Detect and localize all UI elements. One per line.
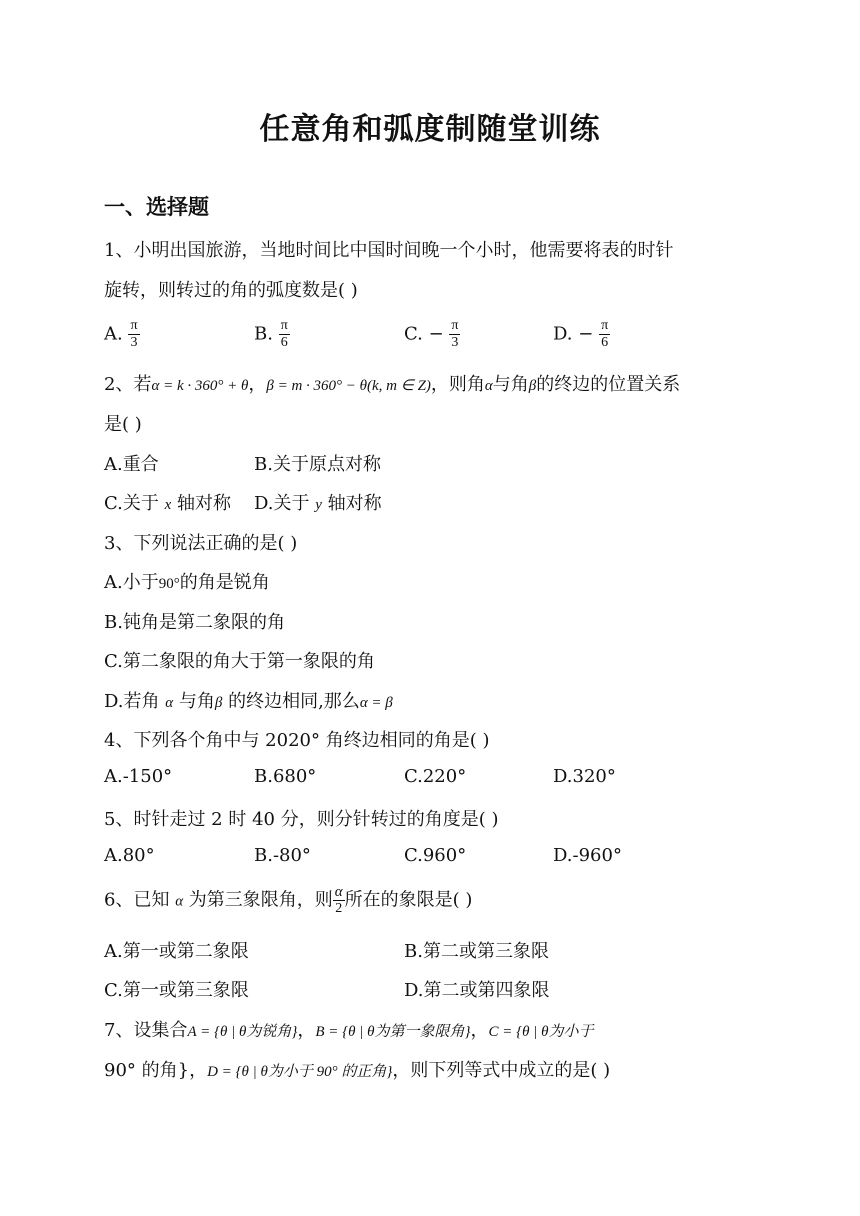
q6-option-a: A.第一或第二象限 — [104, 941, 249, 962]
q1-option-a: A. $\frac{\pi}{3}$ — [104, 318, 138, 350]
q7-stem-line1: 7、设集合A = {θ | θ为锐角}，B = {θ | θ为第一象限角}，C = {θ | θ为小于 — [104, 1020, 594, 1041]
q1-option-b-fraction: $\frac{\pi}{6}$ — [280, 318, 288, 350]
q7-set-d: D = {θ | θ为小于 90° 的正角} — [207, 1064, 393, 1080]
q5-stem: 5、时针走过 2 时 40 分，则分针转过的角度是( ) — [104, 809, 499, 830]
q1-option-b: B. $\frac{\pi}{6}$ — [254, 318, 288, 350]
q1-option-c: C. − $\frac{\pi}{3}$ — [404, 318, 459, 350]
q4-option-c: C.220° — [404, 766, 467, 787]
q7-set-c: C = {θ | θ为小于 — [488, 1024, 594, 1040]
q7-set-a: A = {θ | θ为锐角} — [187, 1024, 298, 1040]
q6-option-d: D.第二或第四象限 — [404, 980, 550, 1001]
q3-option-b: B.钝角是第二象限的角 — [104, 612, 285, 633]
q2-stem-line1: 2、若α = k · 360° + θ，β = m · 360° − θ(k, m ∈ Z)，则角α与角β的终边的位置关系 — [104, 374, 681, 395]
q1-option-a-fraction: $\frac{\pi}{3}$ — [130, 318, 138, 350]
q2-option-a: A.重合 — [104, 454, 159, 475]
q6-stem: 6、已知 α 为第三象限角，则 $\frac{\alpha}{2}$ 所在的象限是( ) — [104, 884, 473, 916]
q6-alpha-half-fraction: $\frac{\alpha}{2}$ — [334, 884, 343, 916]
q2-alpha-expression: α = k · 360° + θ — [151, 378, 249, 394]
q6-option-b: B.第二或第三象限 — [404, 941, 549, 962]
q7-stem-line2: 90° 的角}，D = {θ | θ为小于 90° 的正角}，则下列等式中成立的是( ) — [104, 1060, 611, 1081]
q3-option-a: A.小于90°的角是锐角 — [104, 572, 270, 593]
q2-option-c: C.关于 x 轴对称 — [104, 493, 231, 514]
q3-option-d: D.若角 α 与角β 的终边相同,那么α = β — [104, 691, 393, 712]
q2-stem-line2: 是( ) — [104, 414, 142, 435]
q3-stem: 3、下列说法正确的是( ) — [104, 533, 298, 554]
q4-stem: 4、下列各个角中与 2020° 角终边相同的角是( ) — [104, 730, 490, 751]
page-title: 任意角和弧度制随堂训练 — [259, 112, 601, 147]
q1-option-c-fraction: $\frac{\pi}{3}$ — [451, 318, 459, 350]
q2-beta-expression: β = m · 360° − θ(k, m ∈ Z) — [266, 378, 431, 394]
q1-option-d-fraction: $\frac{\pi}{6}$ — [601, 318, 609, 350]
q5-option-d: D.-960° — [553, 845, 622, 866]
q1-option-d: D. − $\frac{\pi}{6}$ — [553, 318, 609, 350]
q6-option-c: C.第一或第三象限 — [104, 980, 249, 1001]
q5-option-c: C.960° — [404, 845, 467, 866]
q4-option-a: A.-150° — [104, 766, 173, 787]
q7-set-b: B = {θ | θ为第一象限角} — [315, 1024, 471, 1040]
q2-option-d: D.关于 y 轴对称 — [254, 493, 382, 514]
q1-stem-line1: 1、小明出国旅游，当地时间比中国时间晚一个小时，他需要将表的时针 — [104, 240, 674, 261]
q2-option-b: B.关于原点对称 — [254, 454, 381, 475]
q4-option-b: B.680° — [254, 766, 317, 787]
q3-option-c: C.第二象限的角大于第一象限的角 — [104, 651, 375, 672]
q4-option-d: D.320° — [553, 766, 616, 787]
q5-option-b: B.-80° — [254, 845, 311, 866]
q5-option-a: A.80° — [104, 845, 155, 866]
section-heading: 一、选择题 — [104, 194, 209, 219]
q1-stem-line2: 旋转，则转过的角的弧度数是( ) — [104, 280, 358, 301]
